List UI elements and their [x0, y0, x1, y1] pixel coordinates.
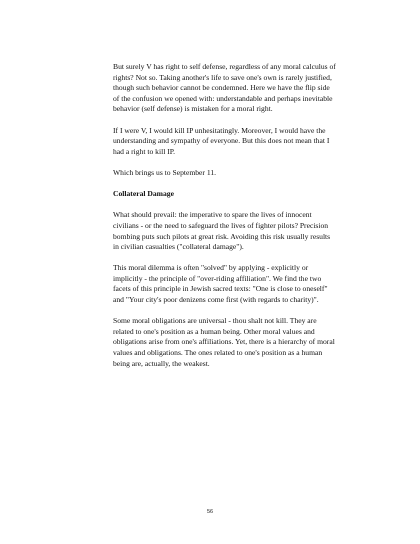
- paragraph-what-should-prevail: What should prevail: the imperative to spare the lives of innocent civilians - or the need to safeguard the lives of fighter pilots? Precision bombing puts such pilots at great risk. Avoiding this risk usually results in civilian casualties ("collateral damage").: [113, 210, 331, 252]
- paragraph-self-defense: But surely V has right to self defense, regardless of any moral calculus of rights? Not so. Taking another's life to save one's own is rarely justified, though such behavior cannot be condemned. Here we have the flip side of the confusion we opened with: understandable and perhaps inevitable behavior (self defense) is mistaken for a moral right.: [113, 62, 336, 114]
- paragraph-if-i-were-v: If I were V, I would kill IP unhesitatingly. Moreover, I would have the understanding and sympathy of everyone. But this does not mean that I had a right to kill IP.: [113, 125, 330, 156]
- page-number: 56: [206, 509, 214, 515]
- paragraph-september-11: Which brings us to September 11.: [113, 167, 217, 177]
- page-body: [113, 62, 337, 380]
- section-heading: Collateral Damage: [113, 189, 174, 199]
- paragraph-moral-dilemma: This moral dilemma is often "solved" by applying - explicitly or implicitly - the principle of "over-riding affiliation". We find the two facets of this principle in Jewish sacred texts: "One is close to oneself" and "Your city's poor denizens come first (with regards to charity)".: [113, 263, 328, 305]
- paragraph-moral-obligations: Some moral obligations are universal - thou shalt not kill. They are related to one's position as a human being. Other moral values and obligations arise from one's affiliations. Yet, there is a hierarchy of moral values and obligations. The ones related to one's position as a human being are, actually, the weakest.: [113, 316, 335, 368]
